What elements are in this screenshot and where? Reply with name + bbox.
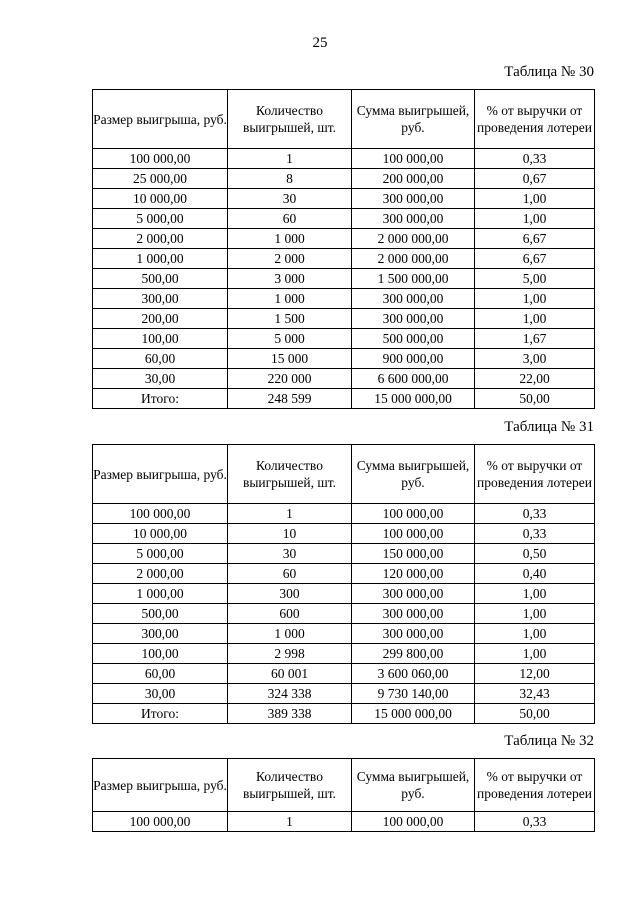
table-body xyxy=(93,149,595,409)
header-revenue-percent: % от выручки от проведения лотереи xyxy=(475,759,595,812)
table-row xyxy=(93,209,595,229)
cell-prize-size: 2 000,00 xyxy=(93,229,228,249)
cell-prize-size: Итого: xyxy=(93,389,228,409)
cell-prize-sum: 9 730 140,00 xyxy=(352,684,475,704)
cell-prize-sum: 120 000,00 xyxy=(352,564,475,584)
cell-prize-count: 1 000 xyxy=(228,624,352,644)
cell-revenue-percent: 50,00 xyxy=(475,704,595,724)
cell-prize-count: 2 000 xyxy=(228,249,352,269)
cell-prize-sum: 6 600 000,00 xyxy=(352,369,475,389)
cell-prize-sum: 300 000,00 xyxy=(352,604,475,624)
table-body xyxy=(93,812,595,832)
table-row xyxy=(93,249,595,269)
cell-prize-count: 3 000 xyxy=(228,269,352,289)
cell-prize-size: 60,00 xyxy=(93,664,228,684)
total-row xyxy=(93,389,595,409)
table-caption-32: Таблица № 32 xyxy=(504,733,594,749)
table-row xyxy=(93,684,595,704)
table-caption-31: Таблица № 31 xyxy=(504,419,594,435)
table-row xyxy=(93,564,595,584)
cell-prize-count: 60 001 xyxy=(228,664,352,684)
cell-revenue-percent: 1,00 xyxy=(475,309,595,329)
table-30 xyxy=(92,89,595,409)
cell-prize-count: 15 000 xyxy=(228,349,352,369)
table-row xyxy=(93,604,595,624)
header-prize-size: Размер выигрыша, руб. xyxy=(93,759,228,812)
cell-revenue-percent: 50,00 xyxy=(475,389,595,409)
header-prize-size: Размер выигрыша, руб. xyxy=(93,90,228,149)
header-prize-count: Количество выигрышей, шт. xyxy=(228,759,352,812)
cell-prize-count: 300 xyxy=(228,584,352,604)
cell-prize-size: 100 000,00 xyxy=(93,149,228,169)
cell-prize-size: 100 000,00 xyxy=(93,812,228,832)
table-row xyxy=(93,309,595,329)
cell-prize-sum: 15 000 000,00 xyxy=(352,389,475,409)
cell-prize-count: 2 998 xyxy=(228,644,352,664)
cell-revenue-percent: 0,40 xyxy=(475,564,595,584)
table-header-row xyxy=(93,90,595,149)
cell-prize-size: Итого: xyxy=(93,704,228,724)
table-row xyxy=(93,544,595,564)
table-body xyxy=(93,504,595,724)
cell-revenue-percent: 0,33 xyxy=(475,149,595,169)
cell-prize-size: 30,00 xyxy=(93,684,228,704)
cell-revenue-percent: 1,00 xyxy=(475,209,595,229)
cell-prize-sum: 3 600 060,00 xyxy=(352,664,475,684)
table-row xyxy=(93,269,595,289)
cell-prize-size: 300,00 xyxy=(93,289,228,309)
table-row xyxy=(93,584,595,604)
cell-revenue-percent: 1,00 xyxy=(475,644,595,664)
cell-prize-count: 248 599 xyxy=(228,389,352,409)
cell-prize-size: 200,00 xyxy=(93,309,228,329)
cell-prize-sum: 300 000,00 xyxy=(352,209,475,229)
cell-prize-sum: 300 000,00 xyxy=(352,584,475,604)
cell-prize-count: 1 xyxy=(228,812,352,832)
cell-prize-sum: 299 800,00 xyxy=(352,644,475,664)
table-row xyxy=(93,289,595,309)
cell-prize-count: 1 xyxy=(228,149,352,169)
table-31 xyxy=(92,444,595,724)
cell-prize-size: 1 000,00 xyxy=(93,584,228,604)
table-caption-30: Таблица № 30 xyxy=(504,64,594,80)
cell-prize-size: 5 000,00 xyxy=(93,544,228,564)
cell-prize-size: 60,00 xyxy=(93,349,228,369)
cell-revenue-percent: 6,67 xyxy=(475,249,595,269)
cell-prize-count: 220 000 xyxy=(228,369,352,389)
cell-prize-sum: 300 000,00 xyxy=(352,624,475,644)
cell-prize-sum: 2 000 000,00 xyxy=(352,249,475,269)
cell-prize-sum: 300 000,00 xyxy=(352,289,475,309)
cell-prize-sum: 300 000,00 xyxy=(352,189,475,209)
cell-prize-sum: 100 000,00 xyxy=(352,812,475,832)
cell-prize-count: 30 xyxy=(228,544,352,564)
cell-revenue-percent: 12,00 xyxy=(475,664,595,684)
cell-revenue-percent: 1,00 xyxy=(475,604,595,624)
cell-prize-sum: 1 500 000,00 xyxy=(352,269,475,289)
cell-prize-count: 389 338 xyxy=(228,704,352,724)
table-row xyxy=(93,329,595,349)
cell-revenue-percent: 5,00 xyxy=(475,269,595,289)
table-row xyxy=(93,149,595,169)
cell-prize-sum: 100 000,00 xyxy=(352,149,475,169)
cell-prize-count: 1 500 xyxy=(228,309,352,329)
cell-revenue-percent: 6,67 xyxy=(475,229,595,249)
cell-revenue-percent: 1,00 xyxy=(475,289,595,309)
table-row xyxy=(93,644,595,664)
table-row xyxy=(93,504,595,524)
cell-prize-size: 25 000,00 xyxy=(93,169,228,189)
header-prize-count: Количество выигрышей, шт. xyxy=(228,445,352,504)
header-prize-sum: Сумма выигрышей, руб. xyxy=(352,759,475,812)
cell-revenue-percent: 0,33 xyxy=(475,812,595,832)
table-row xyxy=(93,229,595,249)
header-revenue-percent: % от выручки от проведения лотереи xyxy=(475,90,595,149)
cell-prize-count: 30 xyxy=(228,189,352,209)
cell-prize-size: 30,00 xyxy=(93,369,228,389)
total-row xyxy=(93,704,595,724)
table-row xyxy=(93,349,595,369)
cell-prize-size: 100,00 xyxy=(93,644,228,664)
cell-prize-count: 10 xyxy=(228,524,352,544)
cell-prize-size: 1 000,00 xyxy=(93,249,228,269)
cell-prize-size: 500,00 xyxy=(93,269,228,289)
header-revenue-percent: % от выручки от проведения лотереи xyxy=(475,445,595,504)
cell-prize-size: 100,00 xyxy=(93,329,228,349)
cell-prize-size: 5 000,00 xyxy=(93,209,228,229)
cell-revenue-percent: 22,00 xyxy=(475,369,595,389)
cell-prize-size: 500,00 xyxy=(93,604,228,624)
cell-revenue-percent: 1,67 xyxy=(475,329,595,349)
cell-prize-count: 600 xyxy=(228,604,352,624)
cell-prize-sum: 200 000,00 xyxy=(352,169,475,189)
cell-revenue-percent: 32,43 xyxy=(475,684,595,704)
table-header-row xyxy=(93,445,595,504)
cell-prize-sum: 2 000 000,00 xyxy=(352,229,475,249)
cell-prize-count: 324 338 xyxy=(228,684,352,704)
cell-prize-size: 2 000,00 xyxy=(93,564,228,584)
cell-prize-count: 60 xyxy=(228,209,352,229)
table-header-row xyxy=(93,759,595,812)
cell-prize-sum: 900 000,00 xyxy=(352,349,475,369)
cell-prize-count: 8 xyxy=(228,169,352,189)
cell-prize-count: 1 xyxy=(228,504,352,524)
header-prize-size: Размер выигрыша, руб. xyxy=(93,445,228,504)
header-prize-sum: Сумма выигрышей, руб. xyxy=(352,90,475,149)
cell-prize-size: 10 000,00 xyxy=(93,524,228,544)
cell-revenue-percent: 0,33 xyxy=(475,504,595,524)
table-row xyxy=(93,524,595,544)
header-prize-count: Количество выигрышей, шт. xyxy=(228,90,352,149)
cell-prize-count: 1 000 xyxy=(228,289,352,309)
cell-prize-sum: 100 000,00 xyxy=(352,504,475,524)
table-row xyxy=(93,169,595,189)
cell-revenue-percent: 0,33 xyxy=(475,524,595,544)
cell-revenue-percent: 0,67 xyxy=(475,169,595,189)
table-row xyxy=(93,624,595,644)
cell-prize-sum: 300 000,00 xyxy=(352,309,475,329)
cell-prize-size: 10 000,00 xyxy=(93,189,228,209)
page-number: 25 xyxy=(312,35,328,51)
cell-prize-count: 5 000 xyxy=(228,329,352,349)
cell-prize-size: 100 000,00 xyxy=(93,504,228,524)
table-row xyxy=(93,812,595,832)
cell-prize-sum: 150 000,00 xyxy=(352,544,475,564)
cell-revenue-percent: 1,00 xyxy=(475,584,595,604)
table-32 xyxy=(92,758,595,832)
cell-prize-sum: 500 000,00 xyxy=(352,329,475,349)
cell-revenue-percent: 1,00 xyxy=(475,624,595,644)
cell-prize-size: 300,00 xyxy=(93,624,228,644)
cell-prize-count: 60 xyxy=(228,564,352,584)
cell-revenue-percent: 1,00 xyxy=(475,189,595,209)
cell-revenue-percent: 3,00 xyxy=(475,349,595,369)
cell-prize-count: 1 000 xyxy=(228,229,352,249)
table-row xyxy=(93,189,595,209)
cell-prize-sum: 100 000,00 xyxy=(352,524,475,544)
cell-revenue-percent: 0,50 xyxy=(475,544,595,564)
table-row xyxy=(93,369,595,389)
table-row xyxy=(93,664,595,684)
header-prize-sum: Сумма выигрышей, руб. xyxy=(352,445,475,504)
cell-prize-sum: 15 000 000,00 xyxy=(352,704,475,724)
